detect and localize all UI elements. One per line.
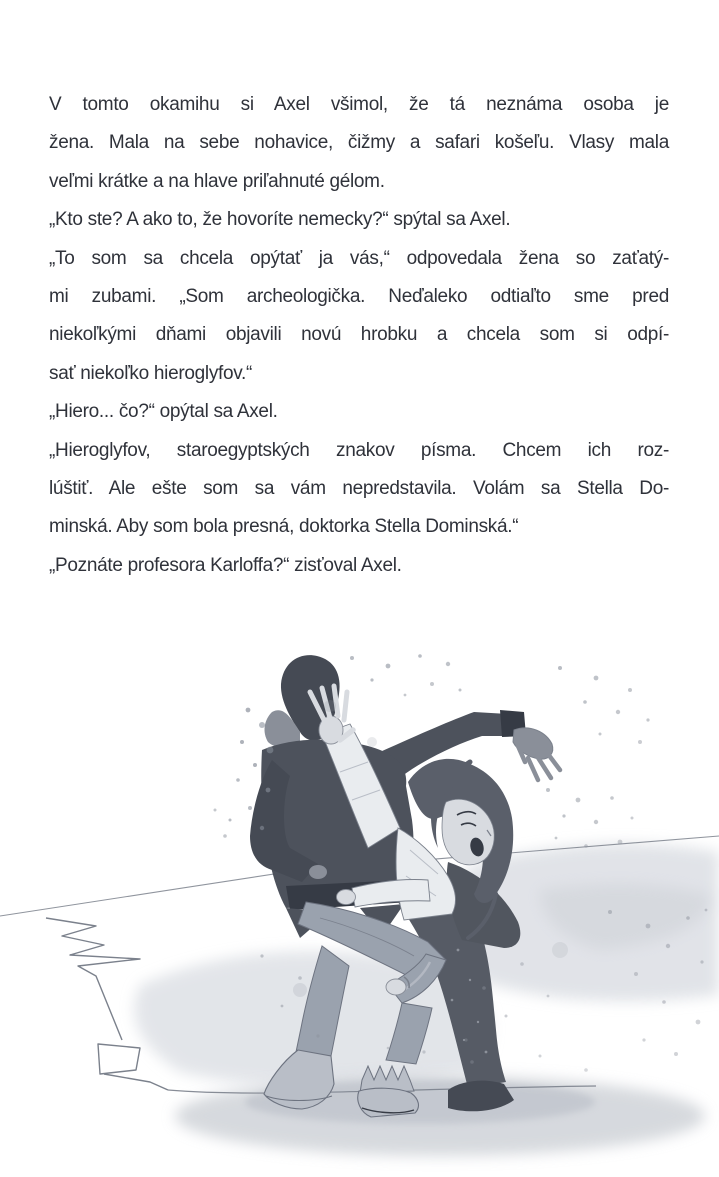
story-line: minská. Aby som bola presná, doktorka Stella Dominská.“	[49, 516, 519, 538]
story-text	[49, 86, 669, 585]
story-line: V tomto okamihu si Axel všimol, že tá neznáma osoba je	[49, 94, 669, 115]
ground-shadow	[175, 1076, 705, 1156]
story-line: „To som sa chcela opýtať ja vás,“ odpovedala žena so zaťatý-	[49, 247, 669, 269]
illustration-svg	[0, 650, 719, 1177]
man-left-hand	[309, 865, 327, 879]
story-line: „Kto ste? A ako to, že hovoríte nemecky?“ spýtal sa Axel.	[49, 209, 511, 231]
woman-grip-hand	[337, 890, 356, 905]
story-line: niekoľkými dňami objavili novú hrobku a chcela som si odpí-	[49, 324, 669, 346]
story-line: lúštiť. Ale ešte som sa vám nepredstavila. Volám sa Stella Do-	[49, 477, 669, 499]
story-line: „Hiero... čo?“ opýtal sa Axel.	[49, 401, 278, 423]
story-line: veľmi krátke a na hlave priľahnuté gélom.	[49, 170, 385, 192]
story-line: „Poznáte profesora Karloffa?“ zisťoval Axel.	[49, 554, 402, 576]
story-line: žena. Mala na sebe nohavice, čižmy a safari košeľu. Vlasy mala	[49, 132, 669, 154]
story-line: sať niekoľko hieroglyfov.“	[49, 362, 253, 384]
story-line: mi zubami. „Som archeologička. Neďaleko odtiaľto sme pred	[49, 285, 669, 307]
illustration-two-figures-struggling	[0, 650, 719, 1177]
story-line: „Hieroglyfov, staroegyptských znakov písma. Chcem ich roz-	[49, 439, 669, 461]
